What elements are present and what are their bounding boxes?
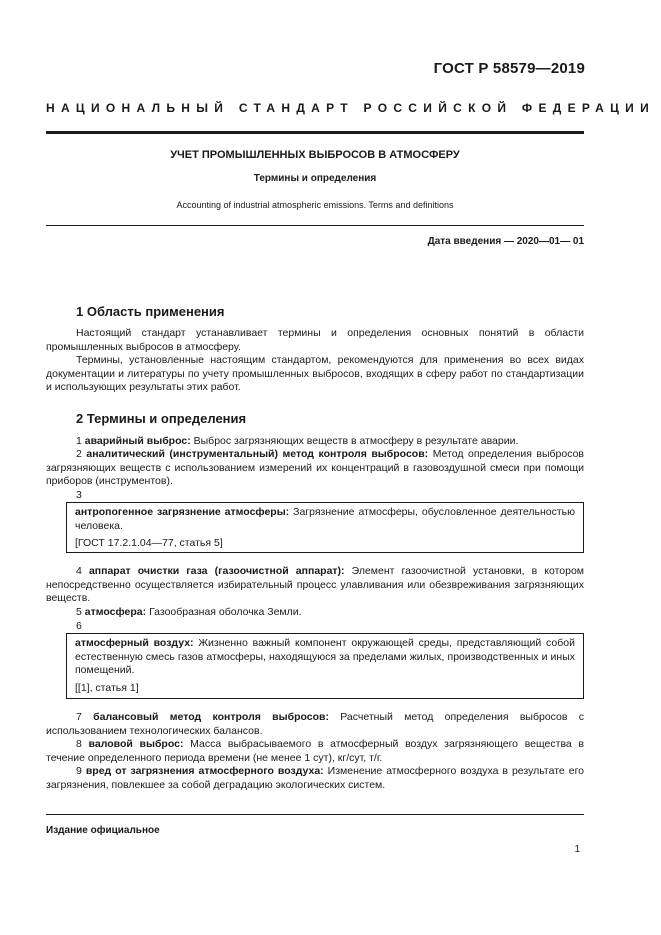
term-number: 1 [76, 435, 82, 447]
official-edition-label: Издание официальное [46, 825, 160, 836]
term-definition: Жизненно важный компонент окружающей среды, представляющий собой естественную смесь газов атмосферы, находящуюся за пределами жилых, производственных и иных помещений. [75, 637, 575, 676]
term-name: атмосферный воздух: [75, 637, 194, 649]
term-entry [46, 765, 584, 792]
term-number: 7 [76, 711, 82, 723]
section-1-paragraph-1: Настоящий стандарт устанавливает термины и определения основных понятий в области промышленных выбросов в атмосферу. [46, 327, 584, 353]
term-definition: Загрязнение атмосферы, обусловленное деятельностью человека. [75, 506, 576, 532]
document-subtitle: Термины и определения [253, 173, 377, 184]
term-name: балансовый метод контроля выбросов: [93, 711, 329, 723]
section-1-paragraph-2: Термины, установленные настоящим стандартом, рекомендуются для применения во всех видах документации и литературы по учету промышленных выбросов, входящих в сферу работ по стандартизации и использующих результаты этих работ. [46, 354, 584, 393]
footer-divider [46, 814, 584, 815]
term-definition: Элемент газоочистной установки, в котором непосредственно осуществляется избирательный процесс улавливания или обезвреживания загрязняющих веществ. [46, 565, 584, 604]
term-entry [46, 448, 584, 489]
header-divider [46, 131, 584, 134]
term-source-reference: [[1], статья 1] [75, 681, 139, 694]
page-number: 1 [574, 844, 580, 855]
section-2-heading: 2 Термины и определения [76, 411, 247, 426]
term-number: 3 [76, 489, 82, 501]
term-number: 2 [76, 448, 82, 460]
introduction-date: Дата введения — 2020—01— 01 [427, 236, 584, 247]
term-entry [46, 435, 584, 449]
term-entry [46, 565, 584, 606]
quoted-term-box [66, 633, 584, 699]
term-name: валовой выброс: [88, 738, 184, 750]
national-standard-banner: НАЦИОНАЛЬНЫЙ СТАНДАРТ РОССИЙСКОЙ ФЕДЕРАЦИИ [46, 101, 656, 115]
term-number: 4 [76, 565, 82, 577]
term-definition: Масса выбрасываемого в атмосферный воздух загрязняющего вещества в течение определенного периода времени (не менее 1 сут), кг/сут, т/г. [46, 738, 585, 764]
term-entry [46, 738, 584, 765]
term-definition: Расчетный метод определения выбросов с использованием технологических балансов. [46, 711, 584, 737]
gost-number: ГОСТ Р 58579—2019 [433, 60, 585, 77]
term-number: 6 [76, 620, 82, 632]
term-definition: Выброс загрязняющих веществ в атмосферу в результате аварии. [193, 435, 519, 447]
quoted-term-box [66, 502, 584, 553]
term-entry [46, 606, 584, 620]
term-name: вред от загрязнения атмосферного воздуха: [85, 765, 324, 777]
term-number: 8 [76, 738, 82, 750]
term-name: атмосфера: [84, 606, 147, 618]
term-entry [75, 637, 575, 678]
term-number: 9 [76, 765, 82, 777]
title-divider [46, 225, 584, 226]
term-number: 5 [76, 606, 82, 618]
term-source-reference: [ГОСТ 17.2.1.04—77, статья 5] [75, 537, 223, 549]
term-name: антропогенное загрязнение атмосферы: [75, 506, 290, 518]
term-entry [46, 711, 584, 738]
term-entry [75, 506, 575, 533]
section-1-heading: 1 Область применения [76, 304, 225, 319]
english-title: Accounting of industrial atmospheric emissions. Terms and definitions [176, 200, 454, 210]
term-definition: Газообразная оболочка Земли. [149, 606, 302, 618]
term-name: аналитический (инструментальный) метод контроля выбросов: [86, 448, 429, 460]
term-name: аппарат очистки газа (газоочистной аппарат): [88, 565, 345, 577]
term-definition: Метод определения выбросов загрязняющих веществ с использованием измерений их концентраций в газовоздушной смеси при помощи приборов (инструментов). [46, 448, 585, 487]
term-definition: Изменение атмосферного воздуха в результате его загрязнения, повлекшее за собой деградацию экологических систем. [46, 765, 585, 791]
term-name: аварийный выброс: [84, 435, 191, 447]
document-title: УЧЕТ ПРОМЫШЛЕННЫХ ВЫБРОСОВ В АТМОСФЕРУ [170, 149, 460, 161]
